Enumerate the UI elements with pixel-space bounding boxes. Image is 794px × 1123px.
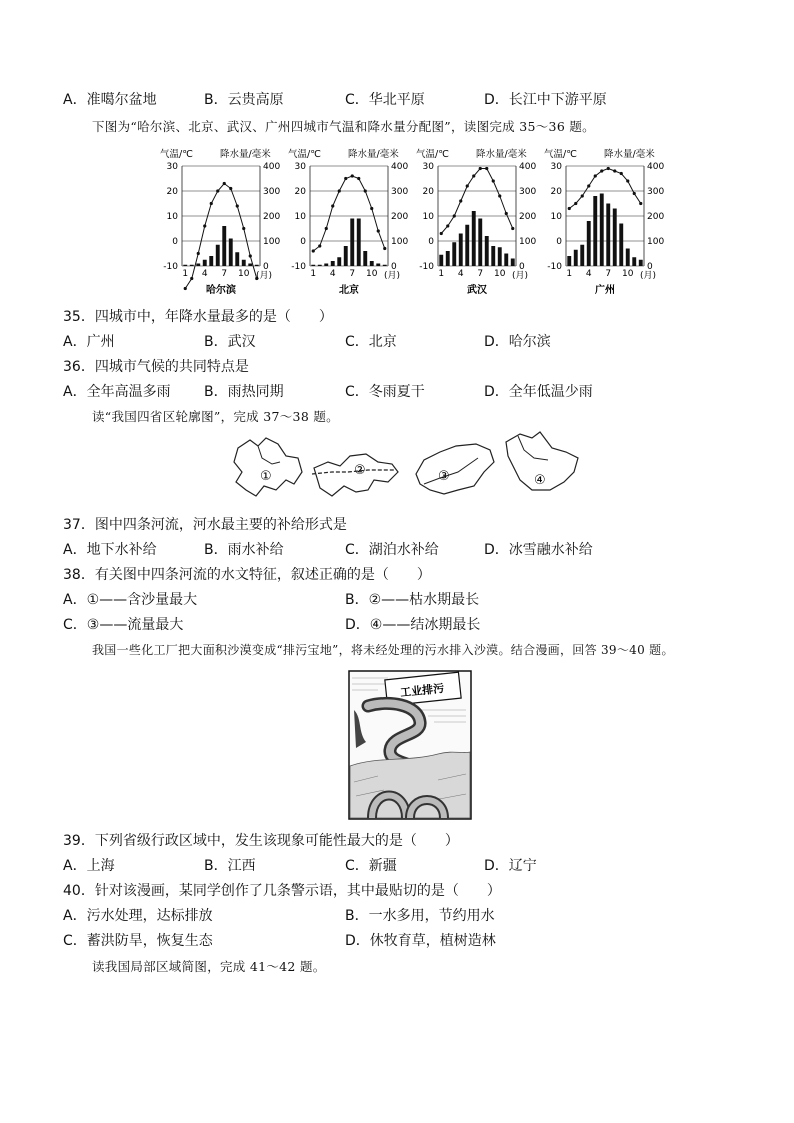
temp-line xyxy=(441,169,513,234)
precip-tick-label: 0 xyxy=(647,262,653,272)
temp-point xyxy=(587,184,590,187)
temp-tick-label: -10 xyxy=(163,262,178,272)
precip-tick-label: 300 xyxy=(519,187,537,197)
temp-tick-label: -10 xyxy=(291,262,306,272)
precip-bar xyxy=(632,257,636,266)
precip-bar xyxy=(478,219,482,267)
precip-bar xyxy=(311,265,315,266)
temp-tick-label: 10 xyxy=(294,212,306,222)
temp-tick-label: 20 xyxy=(166,187,178,197)
precip-tick-label: 0 xyxy=(263,262,269,272)
precip-bar xyxy=(190,265,194,266)
temp-point xyxy=(338,189,341,192)
q40-option-c[interactable]: C．蓄洪防旱，恢复生态 xyxy=(63,933,213,949)
precip-bar xyxy=(183,265,187,266)
month-tick-label: 10 xyxy=(366,269,378,279)
temp-point xyxy=(236,204,239,207)
precip-tick-label: 300 xyxy=(391,187,409,197)
pollution-cartoon xyxy=(348,670,472,820)
temp-point xyxy=(331,204,334,207)
temp-tick-label: 0 xyxy=(556,237,562,247)
month-tick-label: 4 xyxy=(201,269,208,279)
precip-tick-label: 400 xyxy=(391,162,409,172)
precip-bar xyxy=(465,225,469,266)
precip-tick-label: 300 xyxy=(263,187,281,197)
temp-point xyxy=(318,244,321,247)
precip-bar xyxy=(229,239,233,267)
temp-tick-label: 0 xyxy=(428,237,434,247)
q34-option-b[interactable]: B．云贵高原 xyxy=(204,92,284,108)
precip-bar xyxy=(357,219,361,267)
precip-bar xyxy=(196,264,200,267)
temp-point xyxy=(440,232,443,235)
precip-bar xyxy=(491,246,495,266)
precip-bar xyxy=(593,196,597,266)
precip-bar xyxy=(209,256,213,266)
city-name: 广州 xyxy=(595,285,615,296)
map-label-3: ③ xyxy=(438,469,450,484)
temp-tick-label: 30 xyxy=(166,162,178,172)
precip-bar xyxy=(613,209,617,267)
precip-bar xyxy=(235,252,239,266)
month-tick-label: 1 xyxy=(182,269,189,279)
map-label-2: ② xyxy=(354,463,366,478)
temp-point xyxy=(479,167,482,170)
temp-point xyxy=(459,199,462,202)
temp-point xyxy=(229,187,232,190)
temp-point xyxy=(453,214,456,217)
month-tick-label: 4 xyxy=(329,269,336,279)
temp-point xyxy=(383,247,386,250)
precip-bar xyxy=(337,257,341,266)
temp-tick-label: 10 xyxy=(166,212,178,222)
precip-bar xyxy=(318,265,322,266)
precip-tick-label: 0 xyxy=(391,262,397,272)
precip-bar xyxy=(600,194,604,267)
temp-point xyxy=(249,254,252,257)
temp-point xyxy=(377,229,380,232)
temp-tick-label: 20 xyxy=(550,187,562,197)
temp-tick-label: 10 xyxy=(550,212,562,222)
temp-point xyxy=(203,224,206,227)
precip-bar xyxy=(485,236,489,266)
precip-bar xyxy=(472,211,476,266)
map-label-4: ④ xyxy=(534,473,546,488)
precip-bar xyxy=(459,234,463,267)
q38-option-d[interactable]: D．④——结冰期最长 xyxy=(345,617,481,633)
temp-tick-label: 30 xyxy=(422,162,434,172)
q35-option-c[interactable]: C．北京 xyxy=(345,334,397,350)
temp-point xyxy=(581,194,584,197)
q39-option-b[interactable]: B．江西 xyxy=(204,858,256,874)
temp-axis-title: 气温/℃ xyxy=(416,149,449,160)
precip-bar xyxy=(344,246,348,266)
temp-point xyxy=(312,249,315,252)
month-unit-label: (月) xyxy=(640,271,657,281)
month-tick-label: 10 xyxy=(238,269,250,279)
q37-option-b[interactable]: B．雨水补给 xyxy=(204,542,284,558)
precip-tick-label: 400 xyxy=(647,162,665,172)
precip-bar xyxy=(587,221,591,266)
precip-bar xyxy=(222,226,226,266)
precip-bar xyxy=(498,247,502,266)
q38-stem: 38．有关图中四条河流的水文特征，叙述正确的是（ ） xyxy=(63,567,431,583)
precip-axis-title: 降水量/毫米 xyxy=(476,149,527,160)
temp-tick-label: 30 xyxy=(550,162,562,172)
month-tick-label: 1 xyxy=(566,269,573,279)
q38-option-b[interactable]: B．②——枯水期最长 xyxy=(345,592,480,608)
city-name: 北京 xyxy=(339,285,359,296)
precip-bar xyxy=(331,261,335,266)
month-tick-label: 4 xyxy=(457,269,464,279)
q40-option-b[interactable]: B．一水多用，节约用水 xyxy=(345,908,495,924)
temp-point xyxy=(223,182,226,185)
temp-tick-label: 10 xyxy=(422,212,434,222)
temp-point xyxy=(364,189,367,192)
q39-option-c[interactable]: C．新疆 xyxy=(345,858,397,874)
precip-bar xyxy=(255,265,259,266)
temp-point xyxy=(210,202,213,205)
precip-tick-label: 100 xyxy=(647,237,665,247)
temp-tick-label: 30 xyxy=(294,162,306,172)
precip-tick-label: 100 xyxy=(263,237,281,247)
temp-point xyxy=(344,177,347,180)
city-name: 武汉 xyxy=(467,285,487,296)
q39-option-d[interactable]: D．辽宁 xyxy=(484,858,537,874)
temp-point xyxy=(370,207,373,210)
q37-stem: 37．图中四条河流，河水最主要的补给形式是 xyxy=(63,517,347,533)
q40-option-d[interactable]: D．休牧育草，植树造林 xyxy=(345,933,496,949)
temp-point xyxy=(626,179,629,182)
temp-point xyxy=(357,177,360,180)
precip-bar xyxy=(511,259,515,267)
precip-bar xyxy=(376,264,380,267)
q36-option-d[interactable]: D．全年低温少雨 xyxy=(484,384,593,400)
temp-point xyxy=(568,207,571,210)
temp-point xyxy=(639,202,642,205)
precip-tick-label: 400 xyxy=(519,162,537,172)
precip-tick-label: 100 xyxy=(519,237,537,247)
temp-point xyxy=(325,227,328,230)
precip-bar xyxy=(350,219,354,267)
temp-point xyxy=(498,194,501,197)
climate-charts xyxy=(160,146,670,301)
q35-option-d[interactable]: D．哈尔滨 xyxy=(484,334,551,350)
precip-bar xyxy=(567,256,571,266)
temp-point xyxy=(190,277,193,280)
q34-option-a[interactable]: A．准噶尔盆地 xyxy=(63,92,157,108)
temp-point xyxy=(485,167,488,170)
precip-bar xyxy=(606,204,610,267)
temp-point xyxy=(613,169,616,172)
precip-tick-label: 100 xyxy=(391,237,409,247)
precip-bar xyxy=(203,260,207,266)
month-tick-label: 7 xyxy=(477,269,484,279)
temp-point xyxy=(620,172,623,175)
temp-line xyxy=(569,169,641,209)
q37-option-d[interactable]: D．冰雪融水补给 xyxy=(484,542,593,558)
precip-axis-title: 降水量/毫米 xyxy=(348,149,399,160)
q38-option-a[interactable]: A．①——含沙量最大 xyxy=(63,592,198,608)
intro-37-38: 读“我国四省区轮廓图”，完成 37～38 题。 xyxy=(92,409,339,424)
temp-point xyxy=(197,252,200,255)
q38-option-c[interactable]: C．③——流量最大 xyxy=(63,617,184,633)
temp-point xyxy=(511,227,514,230)
precip-bar xyxy=(370,261,374,266)
q37-option-c[interactable]: C．湖泊水补给 xyxy=(345,542,439,558)
precip-tick-label: 0 xyxy=(519,262,525,272)
q36-option-b[interactable]: B．雨热同期 xyxy=(204,384,284,400)
temp-point xyxy=(607,167,610,170)
temp-tick-label: 0 xyxy=(172,237,178,247)
precip-bar xyxy=(324,264,328,267)
precip-bar xyxy=(363,251,367,266)
precip-axis-title: 降水量/毫米 xyxy=(604,149,655,160)
q40-stem: 40．针对该漫画，某同学创作了几条警示语，其中最贴切的是（ ） xyxy=(63,883,501,899)
month-unit-label: (月) xyxy=(256,271,273,281)
precip-tick-label: 200 xyxy=(647,212,665,222)
precip-bar xyxy=(580,245,584,266)
intro-39-40: 我国一些化工厂把大面积沙漠变成“排污宝地”，将未经处理的污水排入沙漠。结合漫画，回答 39～40 题。 xyxy=(92,643,674,657)
temp-point xyxy=(351,174,354,177)
q39-stem: 39．下列省级行政区域中，发生该现象可能性最大的是（ ） xyxy=(63,833,459,849)
q36-stem: 36．四城市气候的共同特点是 xyxy=(63,359,249,375)
temp-point xyxy=(216,189,219,192)
q35-option-a[interactable]: A．广州 xyxy=(63,334,115,350)
q35-stem: 35．四城市中，年降水量最多的是（ ） xyxy=(63,309,333,325)
city-name: 哈尔滨 xyxy=(206,285,236,296)
month-tick-label: 10 xyxy=(622,269,634,279)
month-tick-label: 7 xyxy=(221,269,228,279)
map-label-1: ① xyxy=(260,469,272,484)
precip-tick-label: 200 xyxy=(391,212,409,222)
temp-point xyxy=(574,202,577,205)
intro-35-36: 下图为“哈尔滨、北京、武汉、广州四城市气温和降水量分配图”，读图完成 35～36 题。 xyxy=(92,119,595,134)
precip-bar xyxy=(639,260,643,266)
temp-line xyxy=(313,176,385,251)
province-outline-map xyxy=(228,428,588,508)
q35-option-b[interactable]: B．武汉 xyxy=(204,334,256,350)
q40-option-a[interactable]: A．污水处理，达标排放 xyxy=(63,908,213,924)
temp-point xyxy=(446,224,449,227)
precip-tick-label: 400 xyxy=(263,162,281,172)
precip-bar xyxy=(504,254,508,267)
precip-bar xyxy=(446,251,450,266)
month-tick-label: 4 xyxy=(585,269,592,279)
precip-bar xyxy=(619,224,623,267)
precip-bar xyxy=(574,250,578,266)
temp-point xyxy=(594,174,597,177)
temp-point xyxy=(600,169,603,172)
temp-tick-label: 0 xyxy=(300,237,306,247)
month-tick-label: 7 xyxy=(349,269,356,279)
temp-point xyxy=(505,212,508,215)
temp-point xyxy=(242,227,245,230)
precip-bar xyxy=(626,249,630,267)
temp-axis-title: 气温/℃ xyxy=(160,149,193,160)
month-tick-label: 1 xyxy=(438,269,445,279)
q36-option-a[interactable]: A．全年高温多雨 xyxy=(63,384,171,400)
month-tick-label: 7 xyxy=(605,269,612,279)
temp-tick-label: 20 xyxy=(294,187,306,197)
precip-bar xyxy=(452,242,456,266)
temp-point xyxy=(492,179,495,182)
precip-bar xyxy=(383,265,387,266)
temp-point xyxy=(633,192,636,195)
month-unit-label: (月) xyxy=(384,271,401,281)
temp-tick-label: -10 xyxy=(419,262,434,272)
q39-option-a[interactable]: A．上海 xyxy=(63,858,115,874)
temp-tick-label: 20 xyxy=(422,187,434,197)
month-tick-label: 1 xyxy=(310,269,317,279)
temp-axis-title: 气温/℃ xyxy=(544,149,577,160)
temp-point xyxy=(472,174,475,177)
temp-point xyxy=(466,184,469,187)
month-unit-label: (月) xyxy=(512,271,529,281)
precip-tick-label: 200 xyxy=(263,212,281,222)
q34-option-d[interactable]: D．长江中下游平原 xyxy=(484,92,607,108)
month-tick-label: 10 xyxy=(494,269,506,279)
precip-tick-label: 300 xyxy=(647,187,665,197)
q37-option-a[interactable]: A．地下水补给 xyxy=(63,542,157,558)
temp-tick-label: -10 xyxy=(547,262,562,272)
temp-point xyxy=(184,287,187,290)
precip-tick-label: 200 xyxy=(519,212,537,222)
precip-bar xyxy=(242,260,246,266)
precip-axis-title: 降水量/毫米 xyxy=(220,149,271,160)
temp-axis-title: 气温/℃ xyxy=(288,149,321,160)
q36-option-c[interactable]: C．冬雨夏干 xyxy=(345,384,425,400)
q34-option-c[interactable]: C．华北平原 xyxy=(345,92,425,108)
intro-41-42: 读我国局部区域简图，完成 41～42 题。 xyxy=(92,959,326,974)
precip-bar xyxy=(248,264,252,267)
precip-bar xyxy=(216,245,220,266)
precip-bar xyxy=(439,255,443,266)
cartoon-sign-text: 工业排污 xyxy=(399,681,445,700)
